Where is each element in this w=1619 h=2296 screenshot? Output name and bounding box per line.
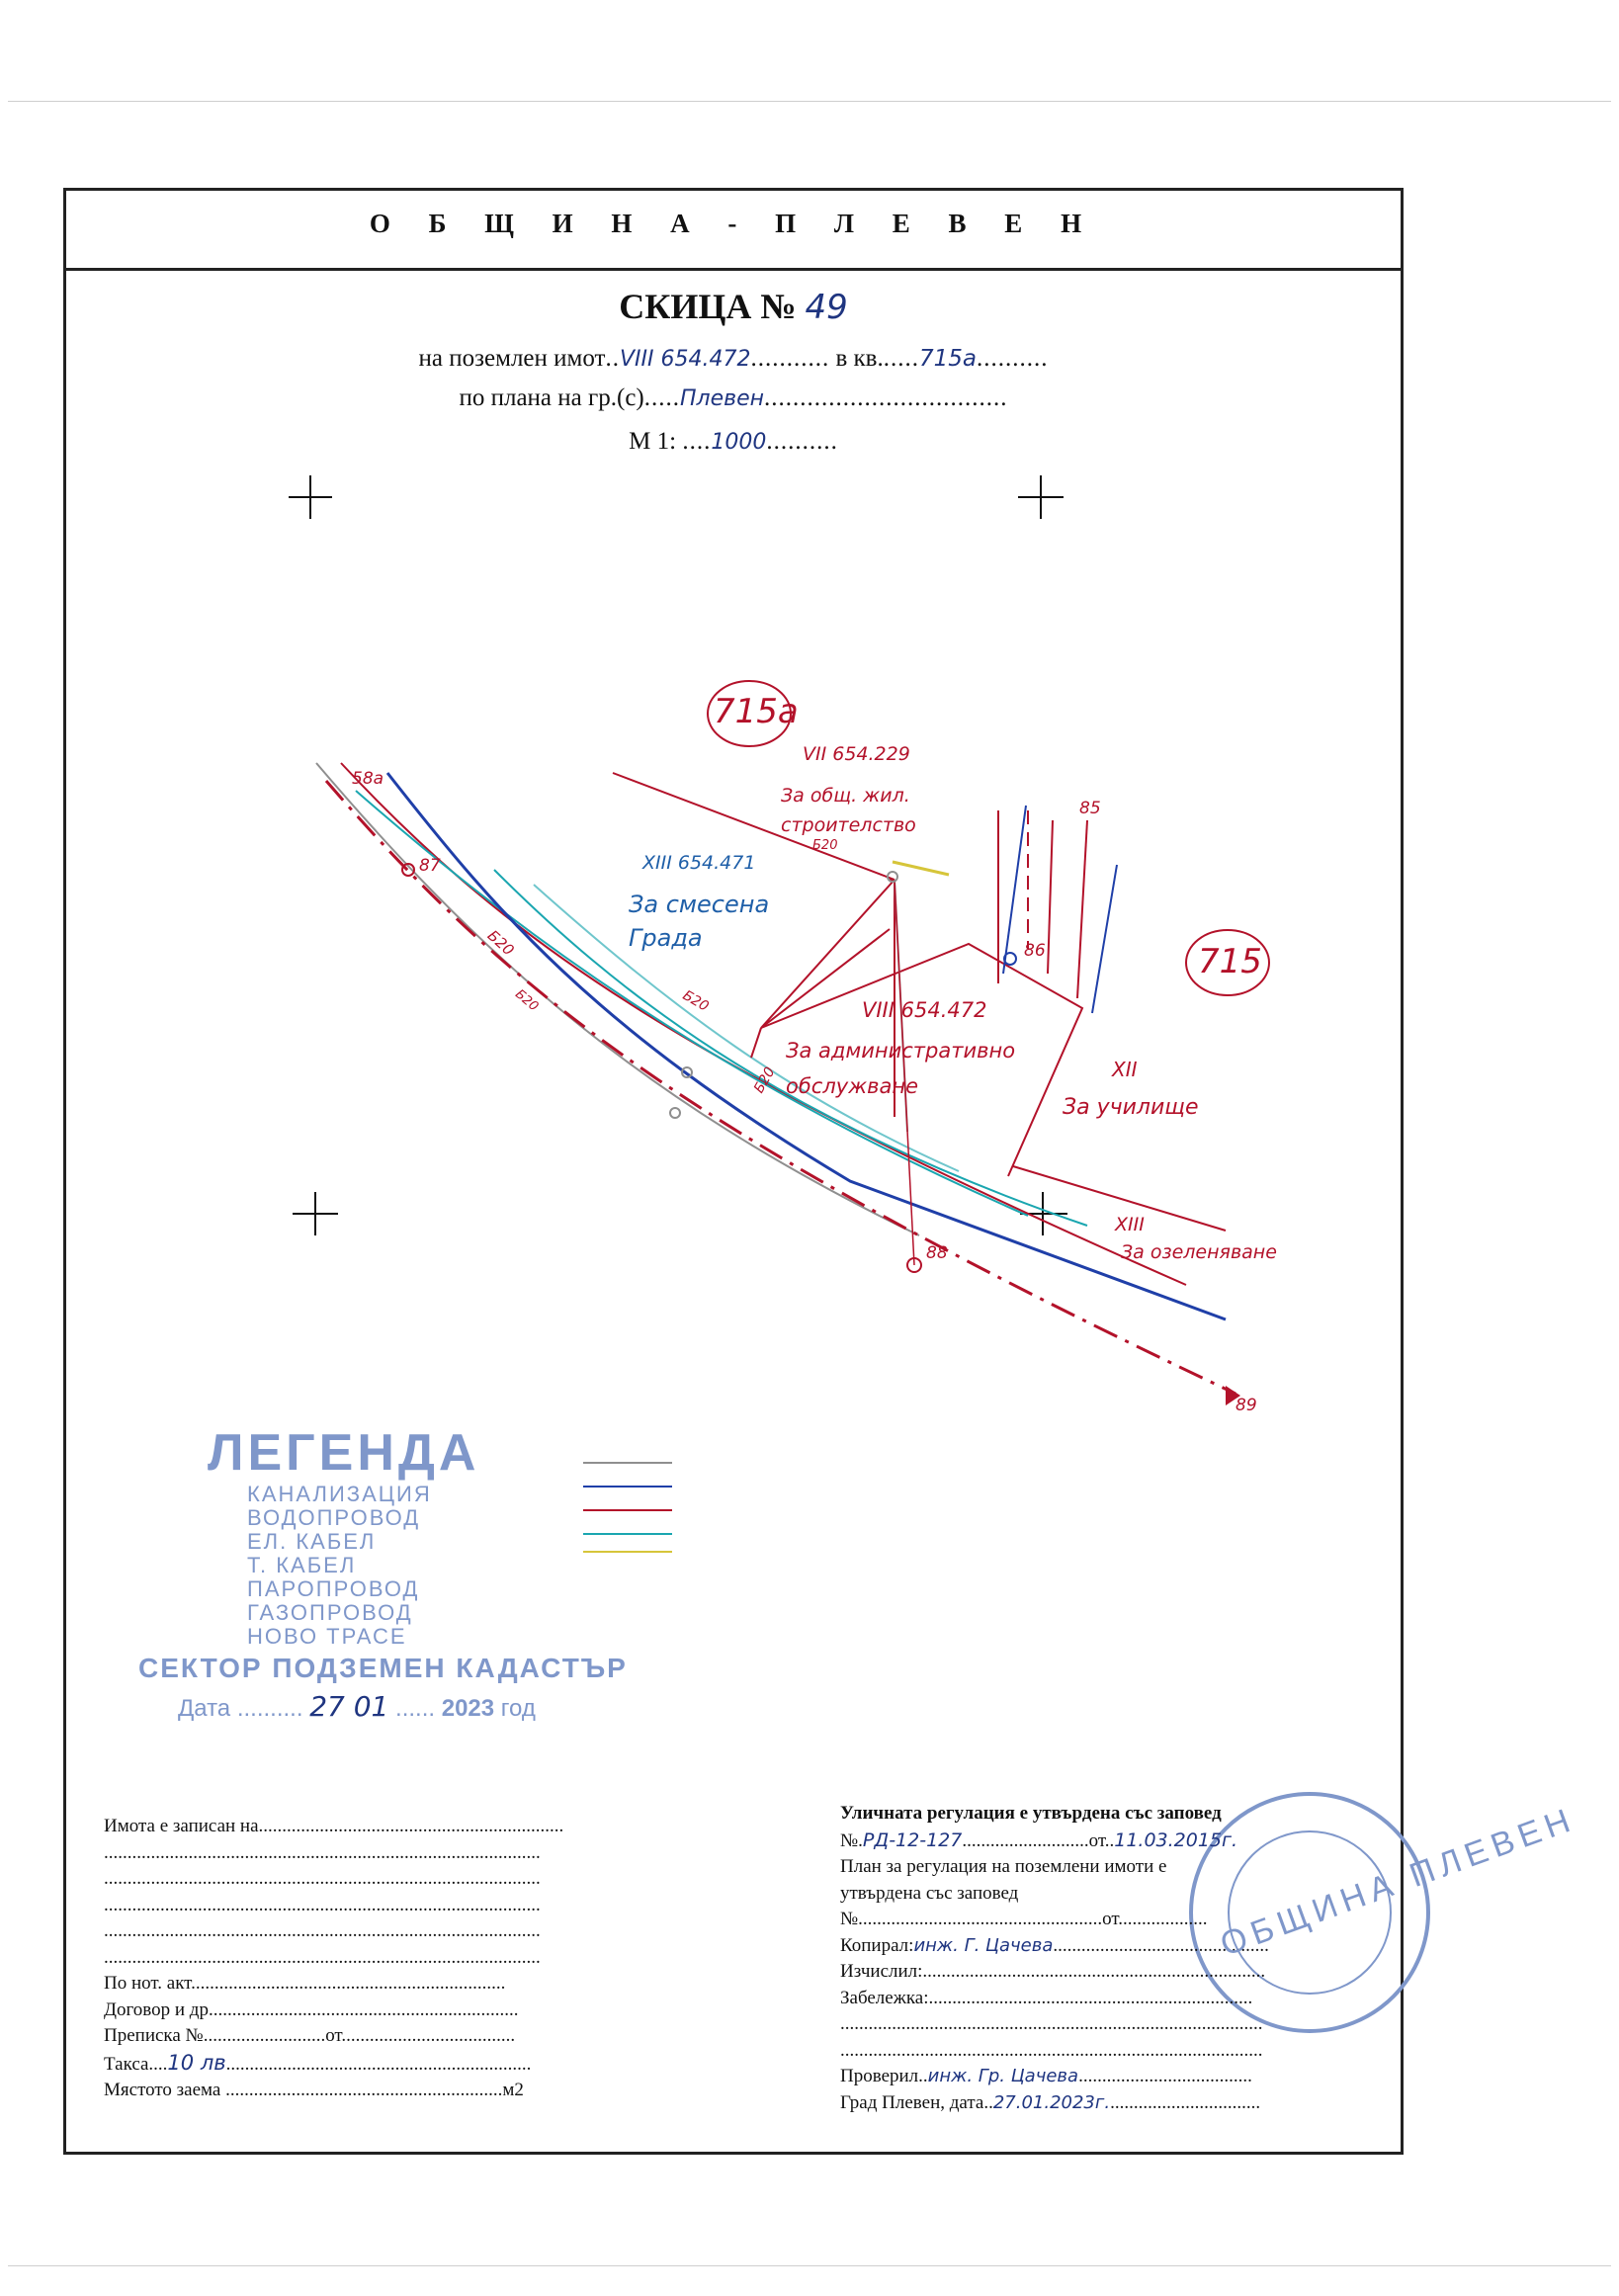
scale-prefix: М 1: [629,428,677,455]
parcel-id-xiii-471: XIII 654.471 [642,852,756,874]
parcel-boundary [613,773,895,880]
plan-town: Плевен [680,386,765,411]
municipality-title: О Б Щ И Н А - П Л Е В Е Н [369,209,1098,238]
measure-line-2 [895,880,914,1265]
regulation-title: Уличната регулация е утвърдена със заповед [840,1803,1222,1824]
blank-line: .......................................................................................... [840,2039,1263,2061]
copied-value: инж. Г. Цачева [913,1934,1054,1956]
fee-line: Такса....10 лв................................................................. [104,2050,532,2075]
computed-label: Изчислил: [840,1961,923,1982]
parcel-use-viii: За административно обслужване [786,1039,1016,1098]
regulation-date: 11.03.2015г. [1114,1828,1238,1851]
block-circle-715a [708,681,791,746]
checked-line: Проверил..инж. Гр. Цачева..................................... [840,2066,1252,2086]
blank-line: ............................................................................................. [104,1894,541,1915]
block-prefix: в кв. [835,345,884,372]
plan-prefix: по плана на гр.(с) [459,384,644,411]
regulation-line [326,781,1236,1394]
point-label-87: 87 [419,856,441,876]
transcript-from: от [325,2025,342,2046]
regulation-no-label: № [840,1829,859,1851]
blank-line: ............................................................................................. [104,1946,541,1968]
transcript-line: Преписка №..........................от..................................... [104,2025,516,2046]
water-pipe [387,773,1226,1319]
legend-title: ЛЕГЕНДА [208,1424,480,1482]
computed-line: Изчислил:......................................................................... [840,1961,1266,1982]
parcel-boundary [761,944,1082,1176]
plan-line-2: утвърдена със заповед [840,1882,1019,1904]
block-label-715: 715 [1198,942,1262,981]
parcel-use-xiii-471: За смесена Града [629,891,770,952]
owner-form [104,1814,598,2104]
contract-line: Договор и др.................................................................. [104,1998,519,2020]
parcel-boundary [1048,820,1053,974]
blank-line: ............................................................................................. [104,1920,541,1941]
parcel-boundary [751,1028,761,1058]
legend-item: Т. КАБЕЛ [247,1553,357,1577]
blue-boundary [1092,865,1117,1013]
legend-year-suffix: год [500,1695,536,1722]
cable-label: Б20 [750,1064,779,1096]
parcel-id-xii: XII [1112,1058,1138,1081]
city-date-label: Град Плевен, дата [840,2091,984,2113]
sketch-number: 49 [805,288,848,327]
note-line: Забележка:..................................................................... [840,1987,1253,2008]
parcel-id-viii: VIII 654.472 [862,998,987,1022]
point-label-88: 88 [926,1243,948,1263]
point-label-58a: 58а [352,769,384,789]
legend-item: КАНАЛИЗАЦИЯ [247,1482,432,1506]
parcel-id-vii: VII 654.229 [803,743,910,765]
regulation-order-line: №.РД-12-127...........................от..11.03.2015г. [840,1828,1238,1851]
fee-value: 10 лв [167,2050,226,2075]
cable-label: Б20 [512,986,542,1015]
owner-label: Имота е записан на [104,1816,259,1836]
cable-label: Б20 [483,926,518,960]
legend-date-value: 27 01 [309,1690,389,1723]
blue-boundary [1003,806,1026,974]
point-markers [402,864,1016,1272]
transcript-label: Преписка № [104,2025,204,2046]
parcel-use-xiii: За озеленяване [1121,1241,1277,1263]
sketch-title-label: СКИЦА № [619,287,797,326]
legend-item: ЕЛ. КАБЕЛ [247,1529,377,1554]
contract-label: Договор и др. [104,1998,213,2020]
blank-line: ............................................................................................. [104,1868,541,1889]
city-date-line: Град Плевен, дата..27.01.2023г................................. [840,2091,1261,2113]
scale-value: 1000 [711,430,767,455]
checked-value: инж. Гр. Цачева [927,2066,1079,2086]
parcel-boundary [761,880,895,1028]
area-label: Мястото заема [104,2080,221,2100]
regulation-no: РД-12-127 [862,1828,963,1851]
property-prefix: на поземлен имот [418,345,606,372]
legend-date-label: Дата [178,1695,231,1722]
legend-item: ГАЗОПРОВОД [247,1600,413,1625]
blue-boundaries [1003,806,1117,1013]
property-id: VIII 654.472 [619,347,751,372]
regulation-from-label: от [1088,1829,1105,1851]
gas-line [893,862,949,875]
note-label: Забележка: [840,1987,929,2008]
parcel-use-vii: За общ. жил. строителство [781,785,916,836]
copied-label: Копирал: [840,1934,914,1956]
legend-stamp [138,1423,731,1723]
arrow-head [1226,1386,1240,1405]
point-label-85: 85 [1079,799,1101,818]
plan-line: по плана на гр.(с).....Плевен.................................. [459,384,1008,411]
plan-line-1: План за регулация на поземлени имоти е [840,1856,1167,1877]
block-circle-715 [1186,930,1269,995]
parcel-boundary [1077,820,1087,998]
notary-line: По нот. акт................................................................... [104,1973,506,1994]
copied-line: Копирал:инж. Г. Цачева.............................................. [840,1934,1269,1956]
blank-line: .......................................................................................... [840,2013,1263,2034]
legend-sector: СЕКТОР ПОДЗЕМЕН КАДАСТЪР [138,1653,628,1683]
cable-line [356,791,1028,1216]
legend-item: НОВО ТРАСЕ [247,1624,407,1649]
city-date-value: 27.01.2023г. [992,2091,1111,2113]
checked-label: Проверил [840,2066,919,2086]
legend-date: Дата .......... 27 01 ...... 2023 год [178,1690,536,1723]
legend-item: ПАРОПРОВОД [247,1576,420,1601]
plan-no-label: № [840,1909,859,1929]
property-line: на поземлен имот..VIII 654.472........... в кв......715а.......... [418,345,1049,372]
scale-line: М 1: ....1000.......... [629,428,838,455]
parcel-use-xii: За училище [1063,1095,1199,1120]
plan-from-label: от [1102,1909,1119,1929]
area-line: Мястото заема ...........................................................м2 [104,2080,524,2100]
cable-label: Б20 [679,987,712,1015]
block-number: 715а [918,346,977,372]
area-unit: м2 [502,2080,524,2100]
parcel-id-xiii: XIII [1115,1214,1145,1235]
point-label-86: 86 [1024,941,1046,961]
plan-order-line: №....................................................от................... [840,1909,1208,1929]
blank-line: ............................................................................................. [104,1841,541,1863]
legend-items [138,1483,731,1649]
owner-line: Имота е записан на................................................................. [104,1816,564,1836]
legend-year: 2023 [441,1695,495,1722]
legend-item: ВОДОПРОВОД [247,1505,421,1530]
regulation-form [840,1801,1354,2116]
notary-label: По нот. акт [104,1973,192,1994]
cable-label: Б20 [812,838,838,853]
registration-marks [289,475,1067,1235]
block-label-715a: 715а [714,692,799,731]
fee-label: Такса [104,2053,149,2075]
point-marker [670,1108,680,1118]
point-label-89: 89 [1236,1396,1257,1415]
stamp-text: ОБЩИНА ПЛЕВЕН [1215,1800,1580,1964]
